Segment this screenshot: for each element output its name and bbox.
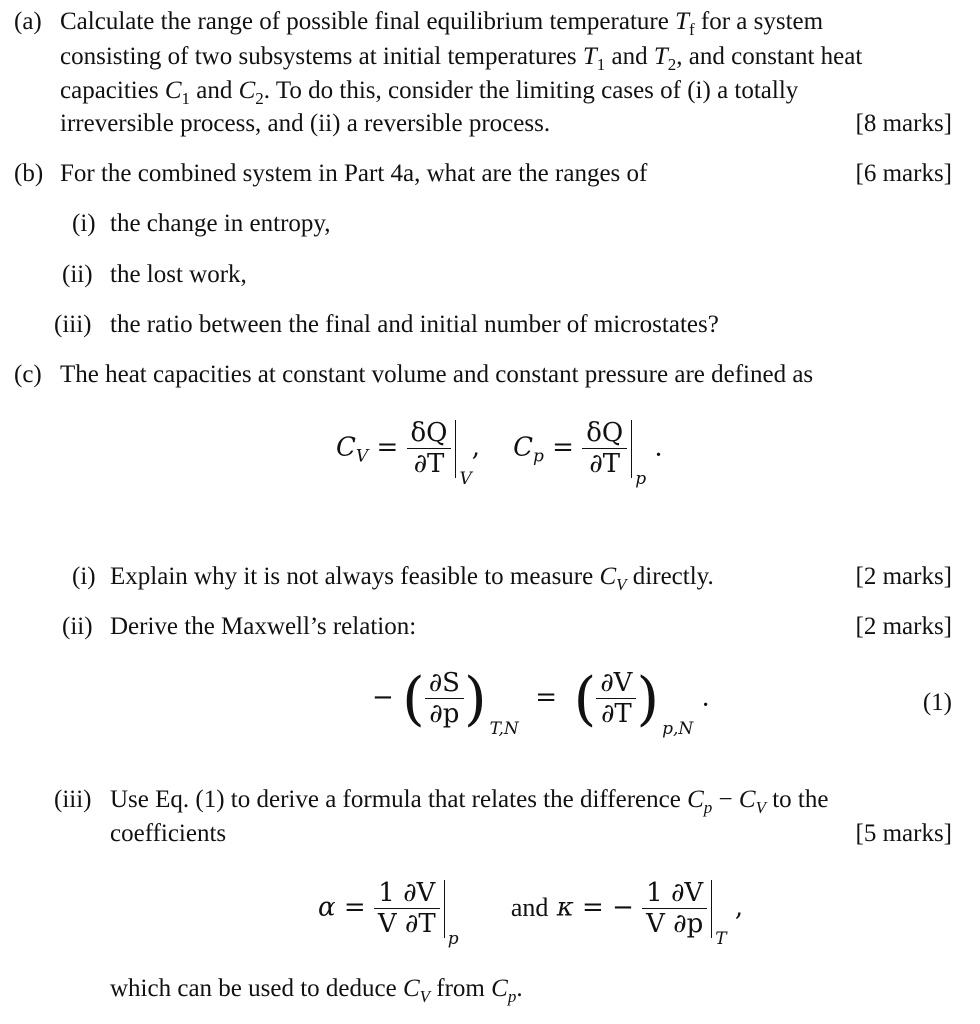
part-b-label: (b) [14, 160, 44, 187]
part-c-item-ii-marks: [2 marks] [855, 613, 952, 640]
part-a-line-2: consisting of two subsystems at initial temperatures $T_1$ and $T_2$, and constant heat [60, 43, 863, 74]
part-c-intro: The heat capacities at constant volume and constant pressure are defined as [60, 361, 814, 388]
part-c-label: (c) [14, 361, 42, 388]
part-b-item-iii-text: the ratio between the final and initial number of microstates? [110, 311, 719, 338]
alpha-kappa-equations: α = $\frac{1 \partial V}{V \partial T}$ $_p$ and κ = − $\frac{1 \partial V}{V \partial p}$ $_T$ , [318, 878, 744, 949]
cv-fraction: $\frac{\delta Q}{\partial T}$ [407, 418, 452, 479]
part-a-marks: [8 marks] [855, 110, 952, 137]
part-c-final-line: which can be used to deduce $C_V$ from $C_p$. [110, 975, 523, 1006]
part-a-line-4: irreversible process, and (ii) a reversible process. [60, 110, 551, 137]
part-c-item-i-label: (i) [72, 563, 96, 590]
part-c-item-ii-text: Derive the Maxwell’s relation: [110, 613, 417, 640]
part-b-item-i-text: the change in entropy, [110, 210, 331, 237]
part-a-line-3: capacities $C_1$ and $C_2$. To do this, consider the limiting cases of (i) a totally [60, 77, 799, 108]
part-b-item-ii-label: (ii) [62, 261, 93, 288]
part-c-item-iii-label: (iii) [54, 786, 92, 813]
part-b-item-ii-text: the lost work, [110, 261, 247, 288]
part-a-line-1: Calculate the range of possible final equilibrium temperature $T_f$ for a system [60, 8, 824, 39]
part-c-item-ii-label: (ii) [62, 613, 93, 640]
part-b-marks: [6 marks] [855, 160, 952, 187]
equation-number: (1) [922, 689, 952, 716]
part-a-label: (a) [14, 8, 42, 35]
part-c-item-i-marks: [2 marks] [855, 563, 952, 590]
part-c-item-iii-line-1: Use Eq. (1) to derive a formula that relates the difference $C_p - C_V$ to the [110, 786, 829, 817]
heat-capacity-equations: $C_V$ = $\frac{\delta Q}{\partial T}$ $_V$, $C_p$ = $\frac{\delta Q}{\partial T}$ $_p$ . [336, 418, 663, 489]
part-c-item-iii-line-2: coefficients [110, 820, 227, 847]
part-b-question: For the combined system in Part 4a, what are the ranges of [60, 160, 648, 187]
part-b-item-iii-label: (iii) [54, 311, 92, 338]
part-c-item-iii-marks: [5 marks] [855, 820, 952, 847]
part-b-item-i-label: (i) [72, 210, 96, 237]
cp-fraction: $\frac{\delta Q}{\partial T}$ [582, 418, 627, 479]
maxwell-relation: − ( $\frac{\partial S}{\partial p}$ ) $_{T,N}$ = ( $\frac{\partial V}{\partial T}$ ) $_{p,N}$ . [372, 664, 710, 739]
part-c-item-i-text: Explain why it is not always feasible to measure $C_V$ directly. [110, 563, 714, 594]
